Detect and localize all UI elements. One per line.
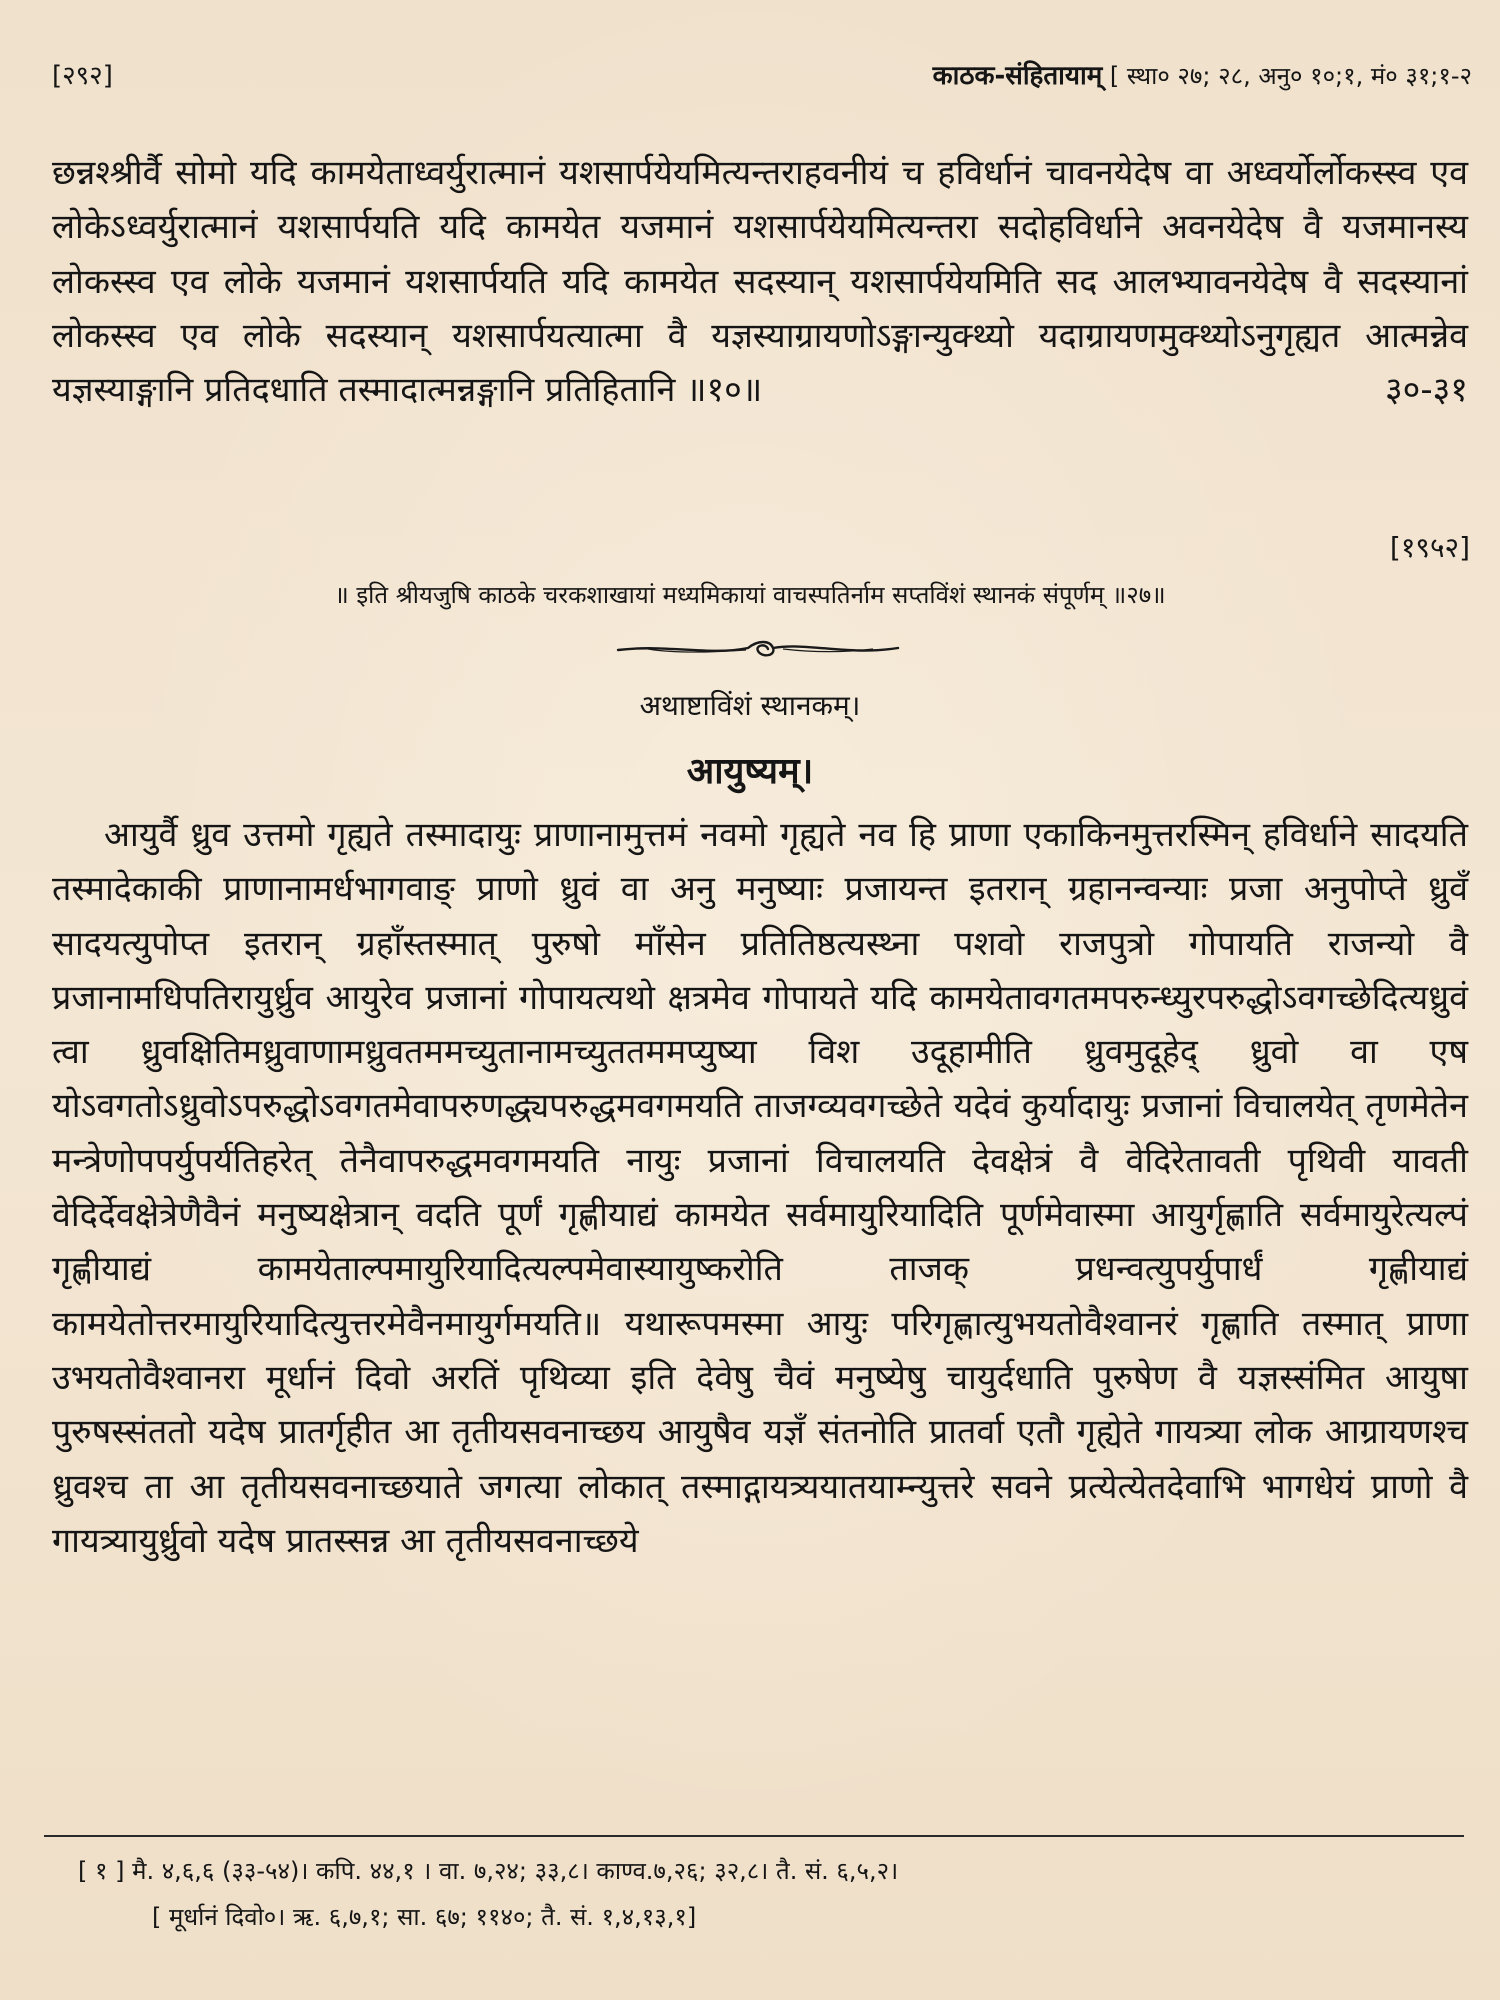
footnote-1: [ १ ] मै. ४,६,६ (३३-५४)। कपि. ४४,१ । वा. ७,२४; ३३,८। काण्व.७,२६; ३२,८। तै. सं. ६,५,२। <box>78 1857 899 1885</box>
footnote-rule <box>44 1835 1464 1837</box>
paragraph-1 <box>52 146 1468 417</box>
page-header <box>52 52 1472 98</box>
running-head <box>933 56 1472 92</box>
page-number: [२९२] <box>52 61 113 91</box>
section-title: आयुष्यम्। <box>686 751 814 792</box>
verse-range: ३०-३१ <box>1385 370 1468 411</box>
chapter-heading: अथाष्टाविंशं स्थानकम्। <box>639 689 861 722</box>
running-reference: [ स्था० २७; २८, अनु० १०;१, मं० ३१;१-२ <box>1109 62 1472 90</box>
paragraph-2: आयुर्वै ध्रुव उत्तमो गृह्यते तस्मादायुः प्राणानामुत्तमं नवमो गृह्यते नव हि प्राणा एकाकिनमुत्तरस्मिन् हविर्धाने सादयति तस्मादेकाकी प्राणानामर्धभागवाङ् प्राणो ध्रुवं वा अनु मनुष्याः प्रजायन्त इतरान् ग्रहानन्वन्याः प्रजा अनुपोप्ते ध्रुवँ सादयत्युपोप्त इतरान् ग्रहाँस्तस्मात् पुरुषो माँसेन प्रतितिष्ठत्यस्थ्ना पशवो राजपुत्रो गोपायति राजन्यो वै प्रजानामधिपतिरायुर्ध्रुव आयुरेव प्रजानां गोपायत्यथो क्षत्रमेव गोपायते यदि कामयेतावगतमपरुन्ध्युरपरुद्धोऽवगच्छेदित्यध्रुवं त्वा ध्रुवक्षितिमध्रुवाणामध्रुवतममच्युतानामच्युततममप्युष्या विश उदूहामीति ध्रुवमुदूहेद् ध्रुवो वा एष योऽवगतोऽध्रुवोऽपरुद्धोऽवगतमेवापरुणद्ध्यपरुद्धमवगमयति ताजग्व्यवगच्छेते यदेवं कुर्यादायुः प्रजानां विचालयेत् तृणमेतेन मन्त्रेणोपपर्युपर्यतिहरेत् तेनैवापरुद्धमवगमयति नायुः प्रजानां विचालयति देवक्षेत्रं वै वेदिरेतावती पृथिवी यावती वेदिर्देवक्षेत्रेणैवैनं मनुष्यक्षेत्रान् वदति पूर्णं गृह्णीयाद्यं कामयेत सर्वमायुरियादिति पूर्णमेवास्मा आयुर्गृह्णाति सर्वमायुरेत्यल्पं गृह्णीयाद्यं कामयेताल्पमायुरियादित्यल्पमेवास्यायुष्करोति ताजक् प्रधन्वत्युपर्युपार्धं गृह्णीयाद्यं कामयेतोत्तरमायुरियादित्युत्तरमेवैनमायुर्गमयति॥ यथारूपमस्मा आयुः परिगृह्णात्युभयतोवैश्वानरं गृह्णाति तस्मात् प्राणा उभयतोवैश्वानरा मूर्धानं दिवो अरतिं पृथिव्या इति देवेषु चैवं मनुष्येषु चायुर्दधाति पुरुषेण वै यज्ञस्संमित आयुषा पुरुषस्संततो यदेष प्रातर्गृहीत आ तृतीयसवनाच्छय आयुषैव यज्ञँ संतनोति प्रातर्वा एतौ गृह्येते गायत्र्या लोक आग्रायणश्च ध्रुवश्च ता आ तृतीयसवनाच्छयाते जगत्या लोकात् तस्माद्गायत्र्ययातयाम्न्युत्तरे सवने प्रत्येत्येतदेवाभि भागधेयं प्राणो वै गायत्र्यायुर्ध्रुवो यदेष प्रातस्सन्न आ तृतीयसवनाच्छये <box>52 815 1468 1561</box>
ornament-divider <box>608 634 908 664</box>
paragraph-1-text: छन्नश्श्रीर्वै सोमो यदि कामयेताध्वर्युरात्मानं यशसार्पयेयमित्यन्तराहवनीयं च हविर्धानं चावनयेदेष वा अध्वर्योर्लोकस्स्व एव लोकेऽध्वर्युरात्मानं यशसार्पयति यदि कामयेत यजमानं यशसार्पयेयमित्यन्तरा सदोहविर्धाने अवनयेदेष वै यजमानस्य लोकस्स्व एव लोके यजमानं यशसार्पयति यदि कामयेत सदस्यान् यशसार्पयेयमिति सद आलभ्यावनयेदेष वै सदस्यानां लोकस्स्व एव लोके सदस्यान् यशसार्पयत्यात्मा वै यज्ञस्याग्रायणोऽङ्गान्युक्थ्यो यदाग्रायणमुक्थ्योऽनुगृह्यत आत्मन्नेव यज्ञस्याङ्गानि प्रतिदधाति तस्मादात्मन्नङ्गानि प्रतिहितानि ॥१०॥ <box>52 153 1468 411</box>
footnotes <box>78 1848 1468 1940</box>
running-title: काठक-संहितायाम् <box>932 61 1103 91</box>
footnote-2: [ मूर्धानं दिवो०। ऋ. ६,७,१; सा. ६७; ११४०; तै. सं. १,४,१३,१] <box>152 1903 697 1931</box>
colophon: ॥ इति श्रीयजुषि काठके चरकशाखायां मध्यमिकायां वाचस्पतिर्नाम सप्तविंशं स्थानकं संपूर्णम् ॥२७॥ <box>334 581 1166 609</box>
paragraph-reference: [१९५२] <box>1389 531 1470 564</box>
